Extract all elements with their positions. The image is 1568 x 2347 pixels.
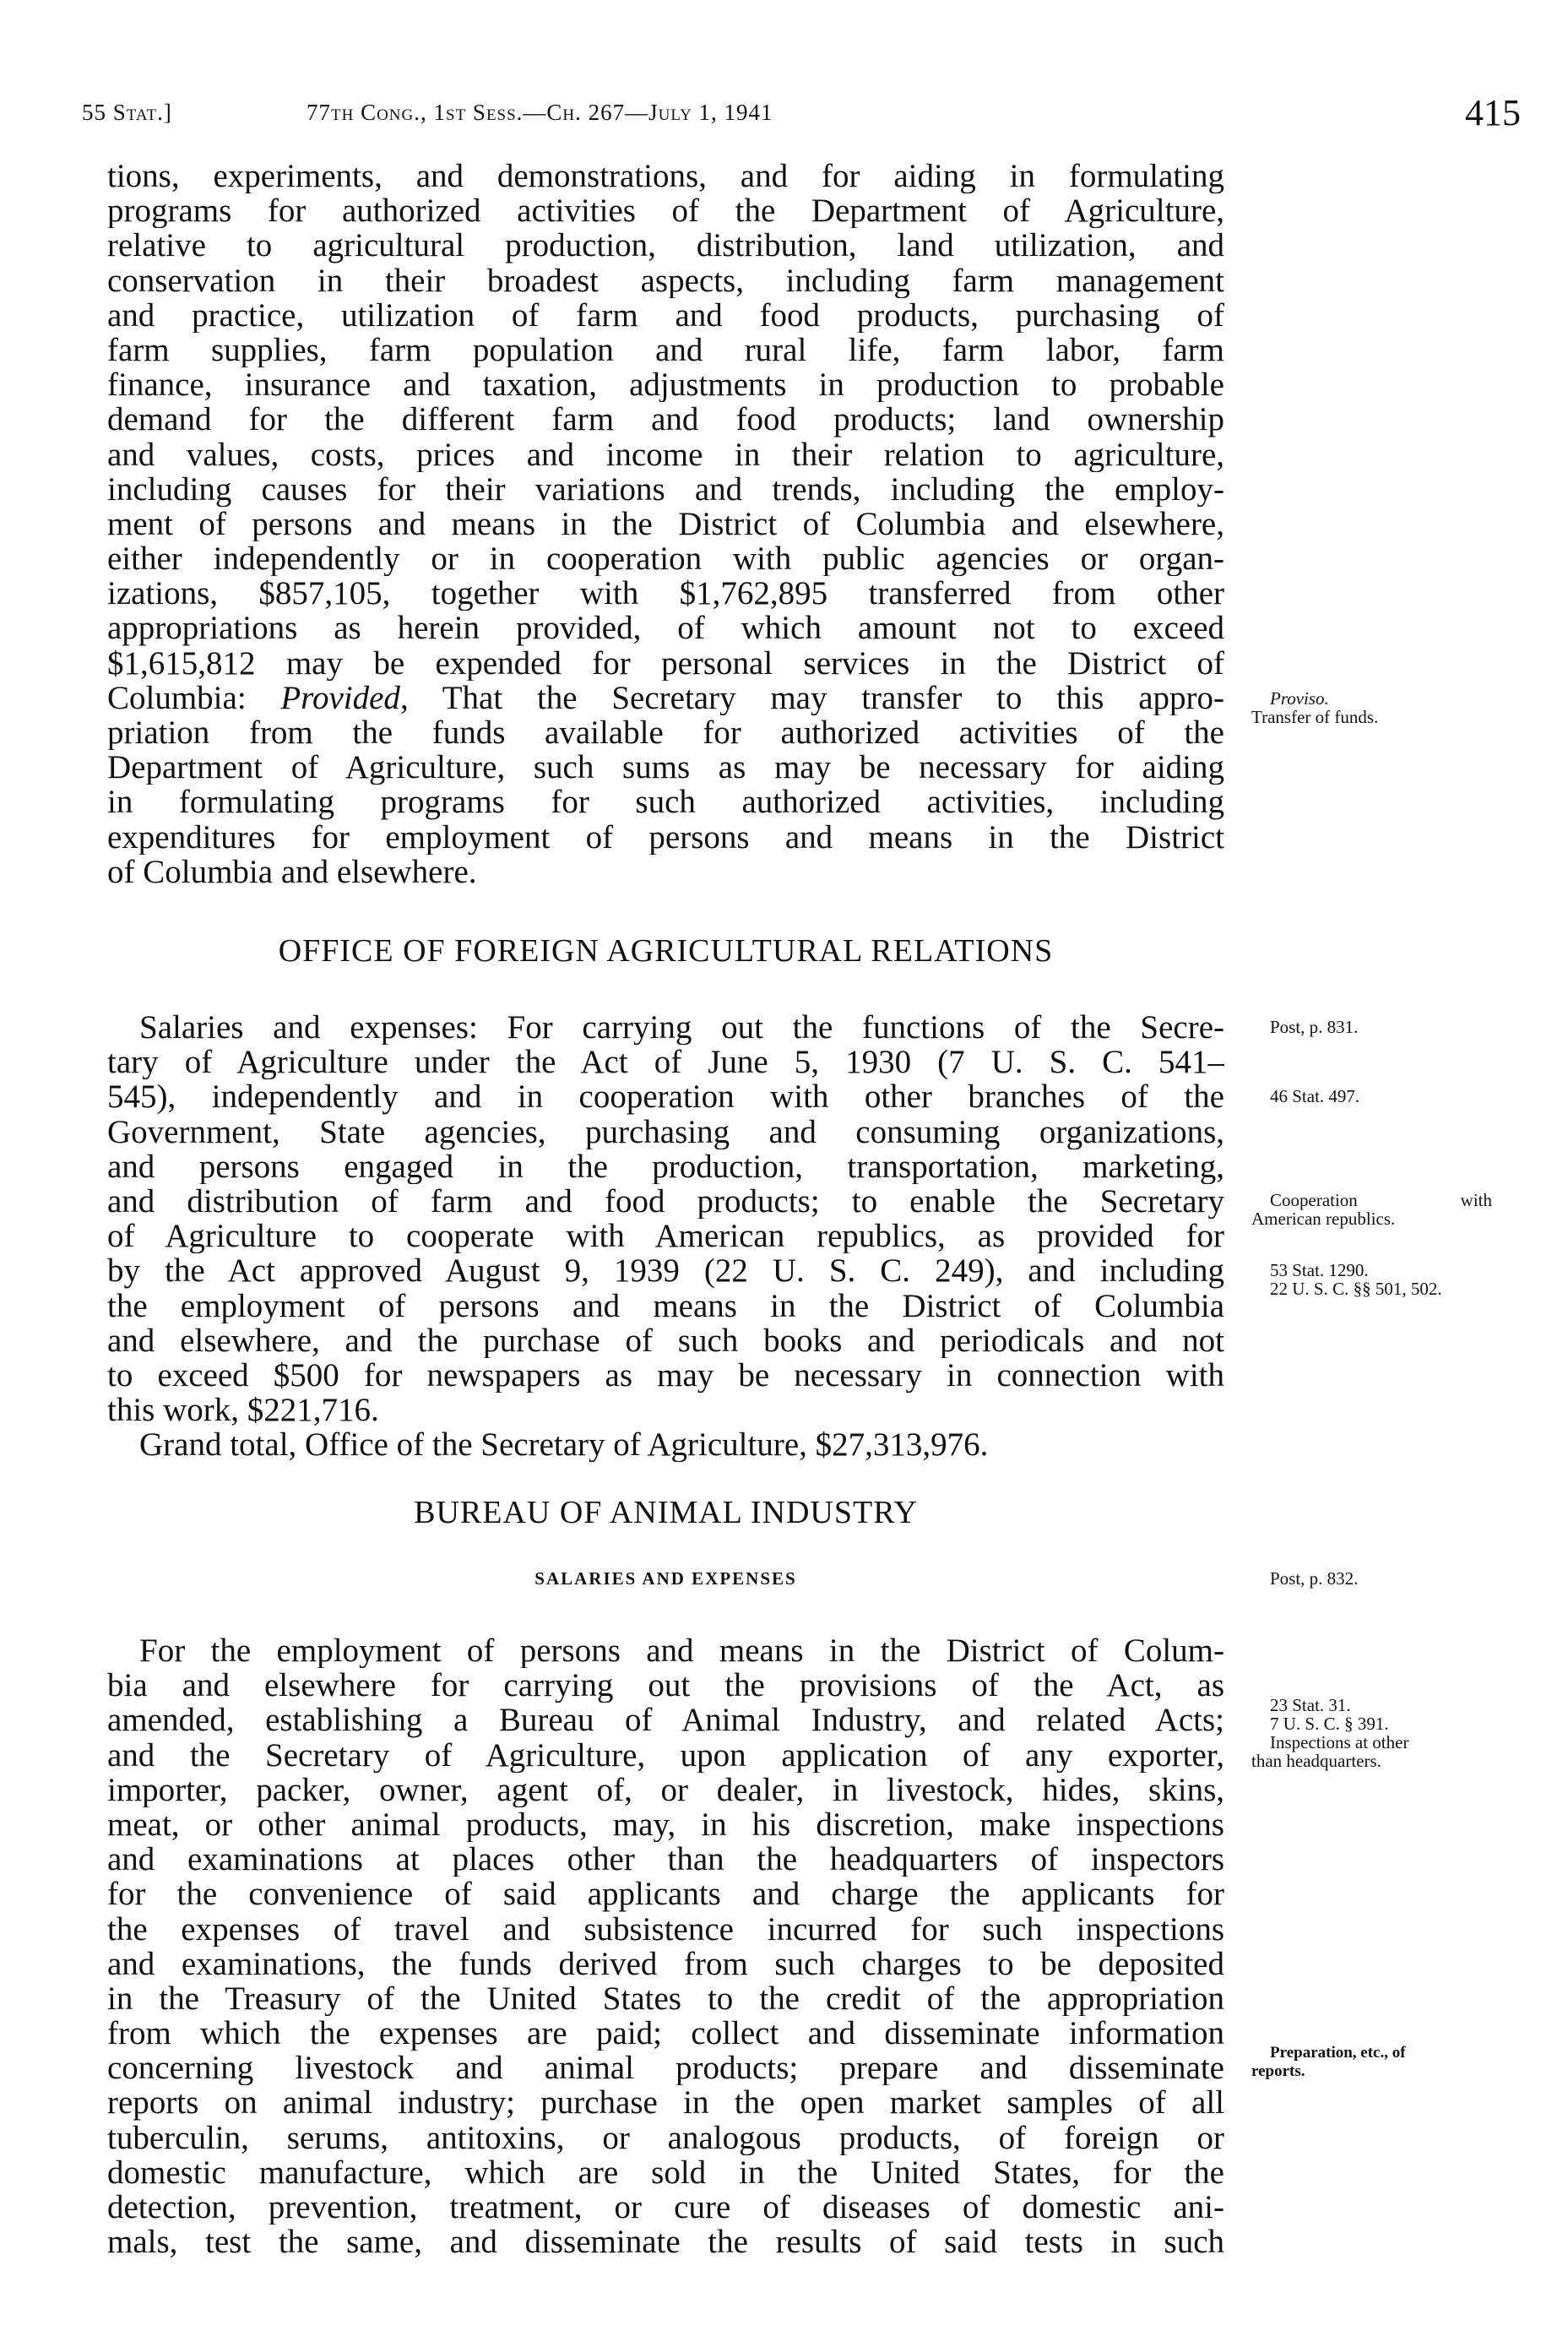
text-line: tary of Agriculture under the Act of June 5, 1930 (7 U. S. C. 541– xyxy=(107,1045,1224,1080)
text-line: meat, or other animal products, may, in his discretion, make inspections xyxy=(107,1806,1224,1843)
text-line: this work, $221,716. xyxy=(107,1393,379,1428)
text-line: the expenses of travel and subsistence incurred for such inspections xyxy=(107,1911,1224,1947)
margin-note-reports xyxy=(1251,2044,1492,2081)
text-line: 545), independently and in cooperation with other branches of the xyxy=(107,1079,1224,1115)
proviso-label: Proviso. xyxy=(1270,688,1329,709)
text-line: by the Act approved August 9, 1939 (22 U. S. C. 249), and including xyxy=(107,1253,1224,1289)
text-line: tions, experiments, and demonstrations, and for aiding in formulating xyxy=(107,159,1224,194)
text-line: importer, packer, owner, agent of, or dealer, in livestock, hides, skins, xyxy=(107,1772,1224,1807)
text-line: to exceed $500 for newspapers as may be necessary in connection with xyxy=(107,1357,1224,1394)
text-line: in the Treasury of the United States to the credit of the appropriation xyxy=(107,1980,1224,2017)
text-line: farm supplies, farm population and rural life, farm labor, farm xyxy=(107,332,1224,368)
transfer-label: Transfer of funds. xyxy=(1251,707,1379,727)
paragraph-research-appropriation xyxy=(107,159,1224,889)
text-line xyxy=(107,681,1224,715)
italic-term: Provided xyxy=(280,680,400,715)
text-line: Government, State agencies, purchasing and consuming organizations, xyxy=(107,1114,1224,1149)
text-line: and practice, utilization of farm and food products, purchasing of xyxy=(107,297,1224,333)
text-line: $1,615,812 may be expended for personal services in the District of xyxy=(107,645,1224,681)
text-line: and distribution of farm and food products; to enable the Secretary xyxy=(107,1183,1224,1220)
note-line: Preparation, etc., of xyxy=(1270,2044,1406,2062)
note-line: Inspections at other xyxy=(1270,1732,1409,1752)
note-line: reports. xyxy=(1251,2062,1305,2080)
note-line: American republics. xyxy=(1251,1209,1396,1229)
grand-total-line: Grand total, Office of the Secretary of Agriculture, $27,313,976. xyxy=(139,1427,989,1463)
text-line: and elsewhere, and the purchase of such books and periodicals and not xyxy=(107,1323,1224,1358)
text-line: concerning livestock and animal products; prepare and disseminate xyxy=(107,2051,1224,2086)
paragraph-foreign-relations xyxy=(107,1010,1224,1462)
text-line: amended, establishing a Bureau of Animal Industry, and related Acts; xyxy=(107,1703,1224,1738)
section-heading-bureau-animal-industry: BUREAU OF ANIMAL INDUSTRY xyxy=(414,1495,918,1530)
margin-note-proviso xyxy=(1251,689,1492,726)
text-line: bia and elsewhere for carrying out the provisions of the Act, as xyxy=(107,1668,1224,1703)
text-line: the employment of persons and means in the District of Columbia xyxy=(107,1288,1224,1323)
text-line: and the Secretary of Agriculture, upon application of any exporter, xyxy=(107,1737,1224,1773)
text-line: and examinations, the funds derived from such charges to be deposited xyxy=(107,1946,1224,1981)
citation: 53 Stat. 1290. xyxy=(1270,1260,1369,1280)
paragraph-animal-industry xyxy=(107,1633,1224,2259)
text-segment: , That the Secretary may transfer to this appro- xyxy=(399,680,1224,715)
text-line: detection, prevention, treatment, or cure of diseases of domestic ani- xyxy=(107,2190,1224,2225)
text-line: expenditures for employment of persons and means in the District xyxy=(107,819,1224,855)
text-line: Salaries and expenses: For carrying out the functions of the Secre- xyxy=(139,1010,1224,1046)
text-line: from which the expenses are paid; collect and disseminate information xyxy=(107,2016,1224,2051)
text-line: for the convenience of said applicants and charge the applicants for xyxy=(107,1877,1224,1912)
subheading-salaries-expenses: SALARIES AND EXPENSES xyxy=(534,1568,797,1589)
margin-note-cooperation xyxy=(1251,1191,1492,1228)
text-line: relative to agricultural production, distribution, land utilization, and xyxy=(107,228,1224,263)
text-line: and examinations at places other than the headquarters of inspectors xyxy=(107,1842,1224,1877)
text-line: and persons engaged in the production, transportation, marketing, xyxy=(107,1149,1224,1184)
text-line: conservation in their broadest aspects, including farm management xyxy=(107,263,1224,298)
margin-note-post-831 xyxy=(1251,1018,1492,1036)
text-line: reports on animal industry; purchase in the open market samples of all xyxy=(107,2085,1224,2121)
citation: 46 Stat. 497. xyxy=(1270,1086,1360,1106)
text-line: including causes for their variations and trends, including the employ- xyxy=(107,471,1224,507)
text-line: domestic manufacture, which are sold in the United States, for the xyxy=(107,2154,1224,2190)
post-reference: Post, p. 831. xyxy=(1270,1017,1359,1037)
page-number: 415 xyxy=(1465,92,1521,133)
header-volume: 55 Stat.] xyxy=(82,100,172,125)
text-line: appropriations as herein provided, of which amount not to exceed xyxy=(107,611,1224,646)
citation: 22 U. S. C. §§ 501, 502. xyxy=(1270,1279,1442,1299)
header-session: 77th Cong., 1st Sess.—Ch. 267—July 1, 1941 xyxy=(307,100,773,125)
citation: 7 U. S. C. § 391. xyxy=(1270,1714,1389,1734)
text-line: in formulating programs for such authorized activities, including xyxy=(107,785,1224,820)
text-line: of Columbia and elsewhere. xyxy=(107,854,477,889)
text-line: of Agriculture to cooperate with American republics, as provided for xyxy=(107,1219,1224,1254)
text-line: mals, test the same, and disseminate the results of said tests in such xyxy=(107,2225,1224,2260)
text-line: priation from the funds available for authorized activities of the xyxy=(107,715,1224,751)
text-line: Department of Agriculture, such sums as may be necessary for aiding xyxy=(107,750,1224,785)
post-reference: Post, p. 832. xyxy=(1270,1568,1359,1589)
text-line: finance, insurance and taxation, adjustments in production to probable xyxy=(107,367,1224,403)
text-line: demand for the different farm and food products; land ownership xyxy=(107,402,1224,437)
text-line: tuberculin, serums, antitoxins, or analogous products, of foreign or xyxy=(107,2120,1224,2155)
section-heading-foreign-agricultural-relations: OFFICE OF FOREIGN AGRICULTURAL RELATIONS xyxy=(278,933,1054,969)
note-line: Cooperation with xyxy=(1270,1190,1492,1210)
text-line: programs for authorized activities of the Department of Agriculture, xyxy=(107,193,1224,229)
text-segment: Columbia: xyxy=(107,680,281,715)
margin-note-46-stat xyxy=(1251,1087,1492,1106)
text-line: either independently or in cooperation with public agencies or organ- xyxy=(107,541,1224,577)
margin-note-53-stat xyxy=(1251,1261,1492,1298)
text-line: and values, costs, prices and income in their relation to agriculture, xyxy=(107,437,1224,472)
citation: 23 Stat. 31. xyxy=(1270,1695,1351,1715)
text-line: izations, $857,105, together with $1,762,895 transferred from other xyxy=(107,576,1224,611)
text-line: ment of persons and means in the District of Columbia and elsewhere, xyxy=(107,506,1224,542)
margin-note-post-832 xyxy=(1251,1569,1492,1588)
margin-note-inspections xyxy=(1251,1696,1492,1770)
text-line: For the employment of persons and means in the District of Colum- xyxy=(139,1633,1224,1669)
note-line: than headquarters. xyxy=(1251,1751,1381,1771)
